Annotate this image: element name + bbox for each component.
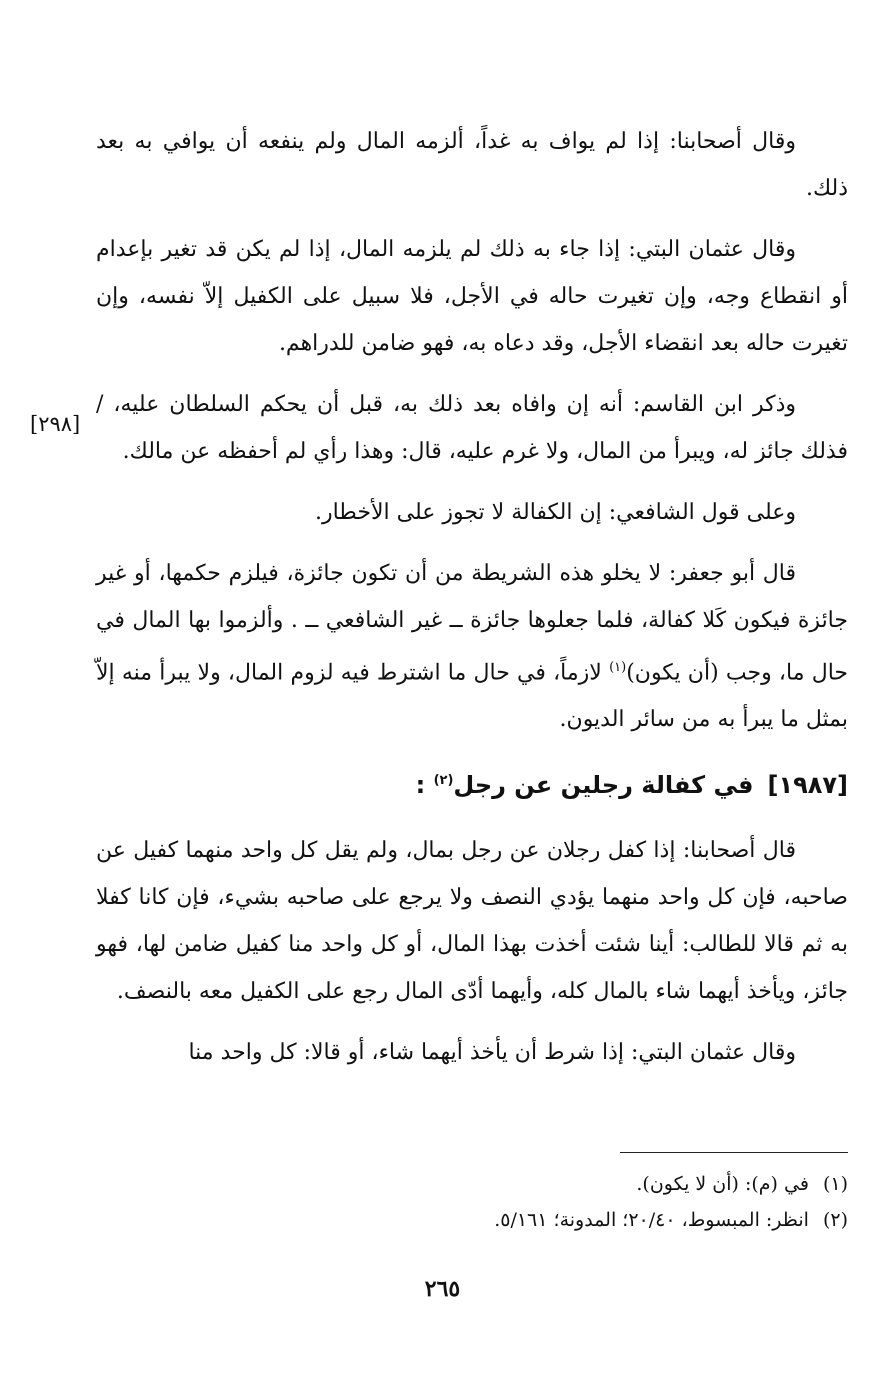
paragraph-5-part-1: قال أبو جعفر: لا يخلو هذه الشريطة من أن تكون جائزة، فيلزم حكمها، أو غير جائزة فيكون كَلا كفالة، فلما جعلوها جائزة ــ غير الشافعي ــ . وألزموا بها المال في حال ما، وجب (أن يكون) (96, 561, 848, 686)
footnote-2-text: انظر: المبسوط، ٢٠/٤٠؛ المدونة؛ ٥/١٦١. (494, 1209, 809, 1231)
paragraph-1: وقال أصحابنا: إذا لم يواف به غداً، ألزمه المال ولم ينفعه أن يوافي به بعد ذلك. (96, 129, 848, 201)
paragraph-5-part-2: لازماً، في حال ما اشترط فيه لزوم المال، ولا يبرأ منه إلاّ بمثل ما يبرأ به من سائر الديون. (96, 660, 848, 733)
paragraph-7: وقال عثمان البتي: إذا شرط أن يأخذ أيهما شاء، أو قالا: كل واحد منا (188, 1040, 796, 1066)
footnotes (96, 1166, 848, 1238)
footnote-1-text: في (م): (أن لا يكون). (636, 1173, 809, 1195)
page-number: ٢٦٥ (424, 1276, 461, 1302)
paragraph-3: وذكر ابن القاسم: أنه إن وافاه بعد ذلك به، قبل أن يحكم السلطان عليه، / فذلك جائز له، ويبرأ من المال، ولا غرم عليه، قال: وهذا رأي لم أحفظه عن مالك. (96, 392, 848, 464)
paragraph-5 (96, 550, 848, 743)
paragraph-6: قال أصحابنا: إذا كفل رجلان عن رجل بمال، ولم يقل كل واحد منهما كفيل عن صاحبه، فإن كل واحد منهما يؤدي النصف ولا يرجع على صاحبه بشيء، فإن كانا كفلا به ثم قالا للطالب: أينا شئت أخذت بهذا المال، أو كل واحد منا كفيل ضامن لها، فهو جائز، ويأخذ أيهما شاء بالمال كله، وأيهما أدّى المال رجع على الكفيل معه بالنصف. (96, 838, 848, 1005)
footnote-separator (620, 1152, 848, 1153)
paragraph-4: وعلى قول الشافعي: إن الكفالة لا تجوز على الأخطار. (314, 500, 796, 525)
footnote-1 (96, 1166, 848, 1202)
footnote-2 (96, 1202, 848, 1238)
section-suffix: : (415, 771, 426, 800)
section-title: في كفالة رجلين عن رجل (453, 771, 754, 800)
footnote-1-number: (١) (822, 1173, 848, 1195)
footnote-ref-2: (٢) (433, 773, 454, 789)
footnote-2-number: (٢) (822, 1209, 848, 1231)
footnote-ref-1: (١) (609, 660, 627, 675)
paragraph-2: وقال عثمان البتي: إذا جاء به ذلك لم يلزمه المال، إذا لم يكن قد تغير بإعدام أو انقطاع وجه، وإن تغيرت حاله في الأجل، فلا سبيل على الكفيل إلاّ نفسه، وإن تغيرت حاله بعد انقضاء الأجل، وقد دعاه به، فهو ضامن للدراهم. (96, 237, 848, 356)
margin-page-marker: [٢٩٨] (30, 412, 81, 436)
main-text (96, 118, 848, 1090)
section-number: [١٩٨٧] (767, 771, 848, 800)
section-heading (96, 757, 848, 809)
